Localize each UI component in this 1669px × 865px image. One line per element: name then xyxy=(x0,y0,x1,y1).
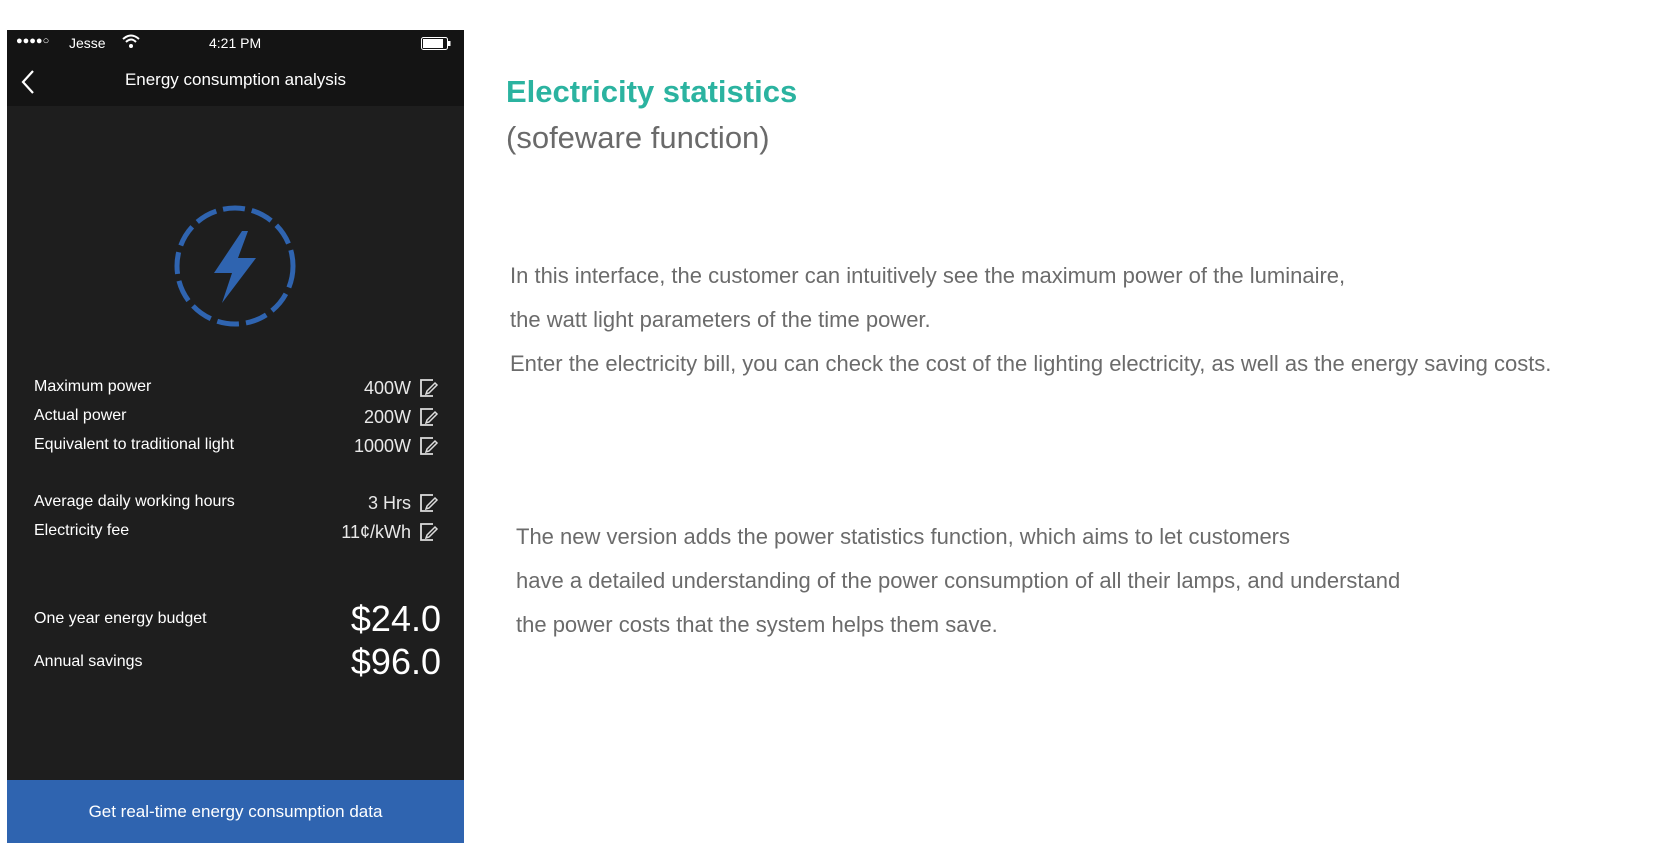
summary-value: $96.0 xyxy=(350,641,441,682)
get-realtime-data-button[interactable]: Get real-time energy consumption data xyxy=(7,780,464,843)
edit-icon[interactable] xyxy=(419,436,439,456)
edit-icon[interactable] xyxy=(419,493,439,513)
phone-screen xyxy=(7,30,464,843)
carrier-name: Jesse xyxy=(69,35,106,51)
summary-row-energy-budget xyxy=(34,598,441,642)
stat-label: Actual power xyxy=(34,407,127,424)
stat-value: 3 Hrs xyxy=(367,493,411,513)
paragraph-line: the watt light parameters of the time power. xyxy=(510,307,931,332)
stat-label: Electricity fee xyxy=(34,522,130,539)
paragraph-line: the power costs that the system helps them save. xyxy=(516,612,998,637)
summary-value: $24.0 xyxy=(350,598,441,639)
lightning-bolt-icon xyxy=(172,203,298,329)
nav-bar xyxy=(7,56,464,106)
summary-label: Annual savings xyxy=(34,653,143,670)
stat-row-maximum-power xyxy=(34,375,441,401)
screen-title: Energy consumption analysis xyxy=(124,70,347,89)
description-paragraph-2 xyxy=(516,515,1400,647)
section-subheading: (sofeware function) xyxy=(506,120,770,155)
stat-label: Average daily working hours xyxy=(34,493,235,510)
summary-label: One year energy budget xyxy=(34,610,207,627)
edit-icon[interactable] xyxy=(419,378,439,398)
description-paragraph-1 xyxy=(510,254,1551,386)
edit-icon[interactable] xyxy=(419,522,439,542)
wifi-icon xyxy=(121,32,141,50)
paragraph-line: Enter the electricity bill, you can check the cost of the lighting electricity, as well as the energy saving costs. xyxy=(510,351,1552,376)
stat-value: 400W xyxy=(363,378,411,398)
stat-row-electricity-fee xyxy=(34,519,441,545)
stat-row-equivalent-light xyxy=(34,433,441,459)
stat-value: 200W xyxy=(363,407,411,427)
status-bar xyxy=(7,30,464,56)
stat-row-actual-power xyxy=(34,404,441,430)
stat-label: Maximum power xyxy=(34,378,152,395)
battery-icon xyxy=(421,37,451,50)
paragraph-line: have a detailed understanding of the power consumption of all their lamps, and understand xyxy=(516,568,1401,593)
signal-strength-icon: ●●●●○ xyxy=(16,35,50,47)
status-time: 4:21 PM xyxy=(209,35,262,51)
stat-label: Equivalent to traditional light xyxy=(34,436,235,453)
section-heading: Electricity statistics xyxy=(506,74,798,109)
stat-value: 11¢/kWh xyxy=(341,522,411,542)
summary-row-annual-savings xyxy=(34,641,441,685)
paragraph-line: The new version adds the power statistics function, which aims to let customers xyxy=(516,524,1291,549)
edit-icon[interactable] xyxy=(419,407,439,427)
stat-row-working-hours xyxy=(34,490,441,516)
paragraph-line: In this interface, the customer can intuitively see the maximum power of the luminaire, xyxy=(510,263,1346,288)
stat-value: 1000W xyxy=(353,436,411,456)
